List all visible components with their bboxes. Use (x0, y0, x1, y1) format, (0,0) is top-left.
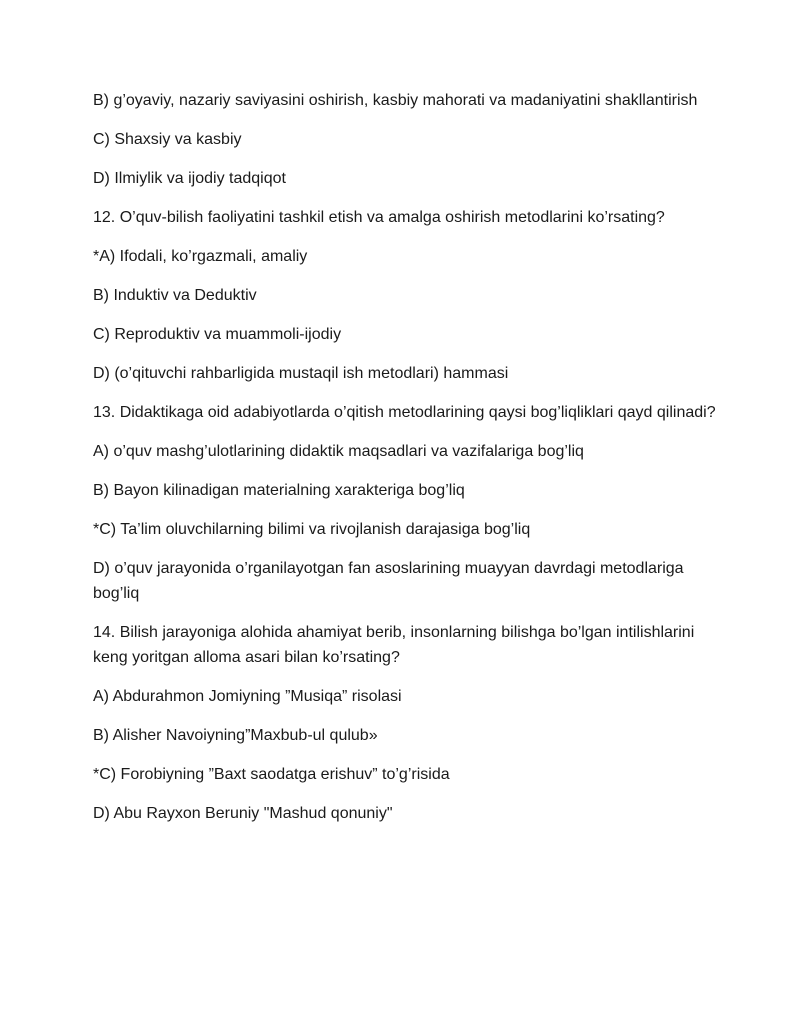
answer-option-12c: C) Reproduktiv va muammoli-ijodiy (93, 326, 342, 343)
answer-option-14b: B) Alisher Navoiyning”Maxbub-ul qulub» (93, 727, 378, 744)
answer-option-12d: D) (o’qituvchi rahbarligida mustaqil ish metodlari) hammasi (93, 365, 509, 382)
answer-option-13a: A) o’quv mashg’ulotlarining didaktik maqsadlari va vazifalariga bog’liq (93, 443, 584, 460)
question-12: 12. O’quv-bilish faoliyatini tashkil etish va amalga oshirish metodlarini ko’rsating? (93, 209, 665, 226)
question-14: 14. Bilish jarayoniga alohida ahamiyat berib, insonlarning bilishga bo’lgan intilishlarini keng yoritgan alloma asari bilan ko’rsating? (93, 624, 695, 666)
answer-option-13d: D) o’quv jarayonida o’rganilayotgan fan asoslarining muayyan davrdagi metodlariga bog’liq (93, 560, 684, 602)
question-13: 13. Didaktikaga oid adabiyotlarda o’qitish metodlarining qaysi bog’liqliklari qayd qilinadi? (93, 404, 716, 421)
answer-option-12a: *A) Ifodali, ko’rgazmali, amaliy (93, 248, 308, 265)
answer-option-13b: B) Bayon kilinadigan materialning xarakteriga bog’liq (93, 482, 465, 499)
document-body (93, 88, 723, 840)
answer-option-11c: C) Shaxsiy va kasbiy (93, 131, 242, 148)
answer-option-13c: *C) Ta’lim oluvchilarning bilimi va rivojlanish darajasiga bog’liq (93, 521, 531, 538)
answer-option-11b: B) g’oyaviy, nazariy saviyasini oshirish, kasbiy mahorati va madaniyatini shakllantirish (93, 92, 698, 109)
answer-option-14d: D) Abu Rayxon Beruniy "Mashud qonuniy" (93, 805, 393, 822)
answer-option-12b: B) Induktiv va Deduktiv (93, 287, 257, 304)
answer-option-11d: D) Ilmiylik va ijodiy tadqiqot (93, 170, 286, 187)
answer-option-14c: *C) Forobiyning ”Baxt saodatga erishuv” to’g’risida (93, 766, 450, 783)
answer-option-14a: A) Abdurahmon Jomiyning ”Musiqa” risolasi (93, 688, 402, 705)
